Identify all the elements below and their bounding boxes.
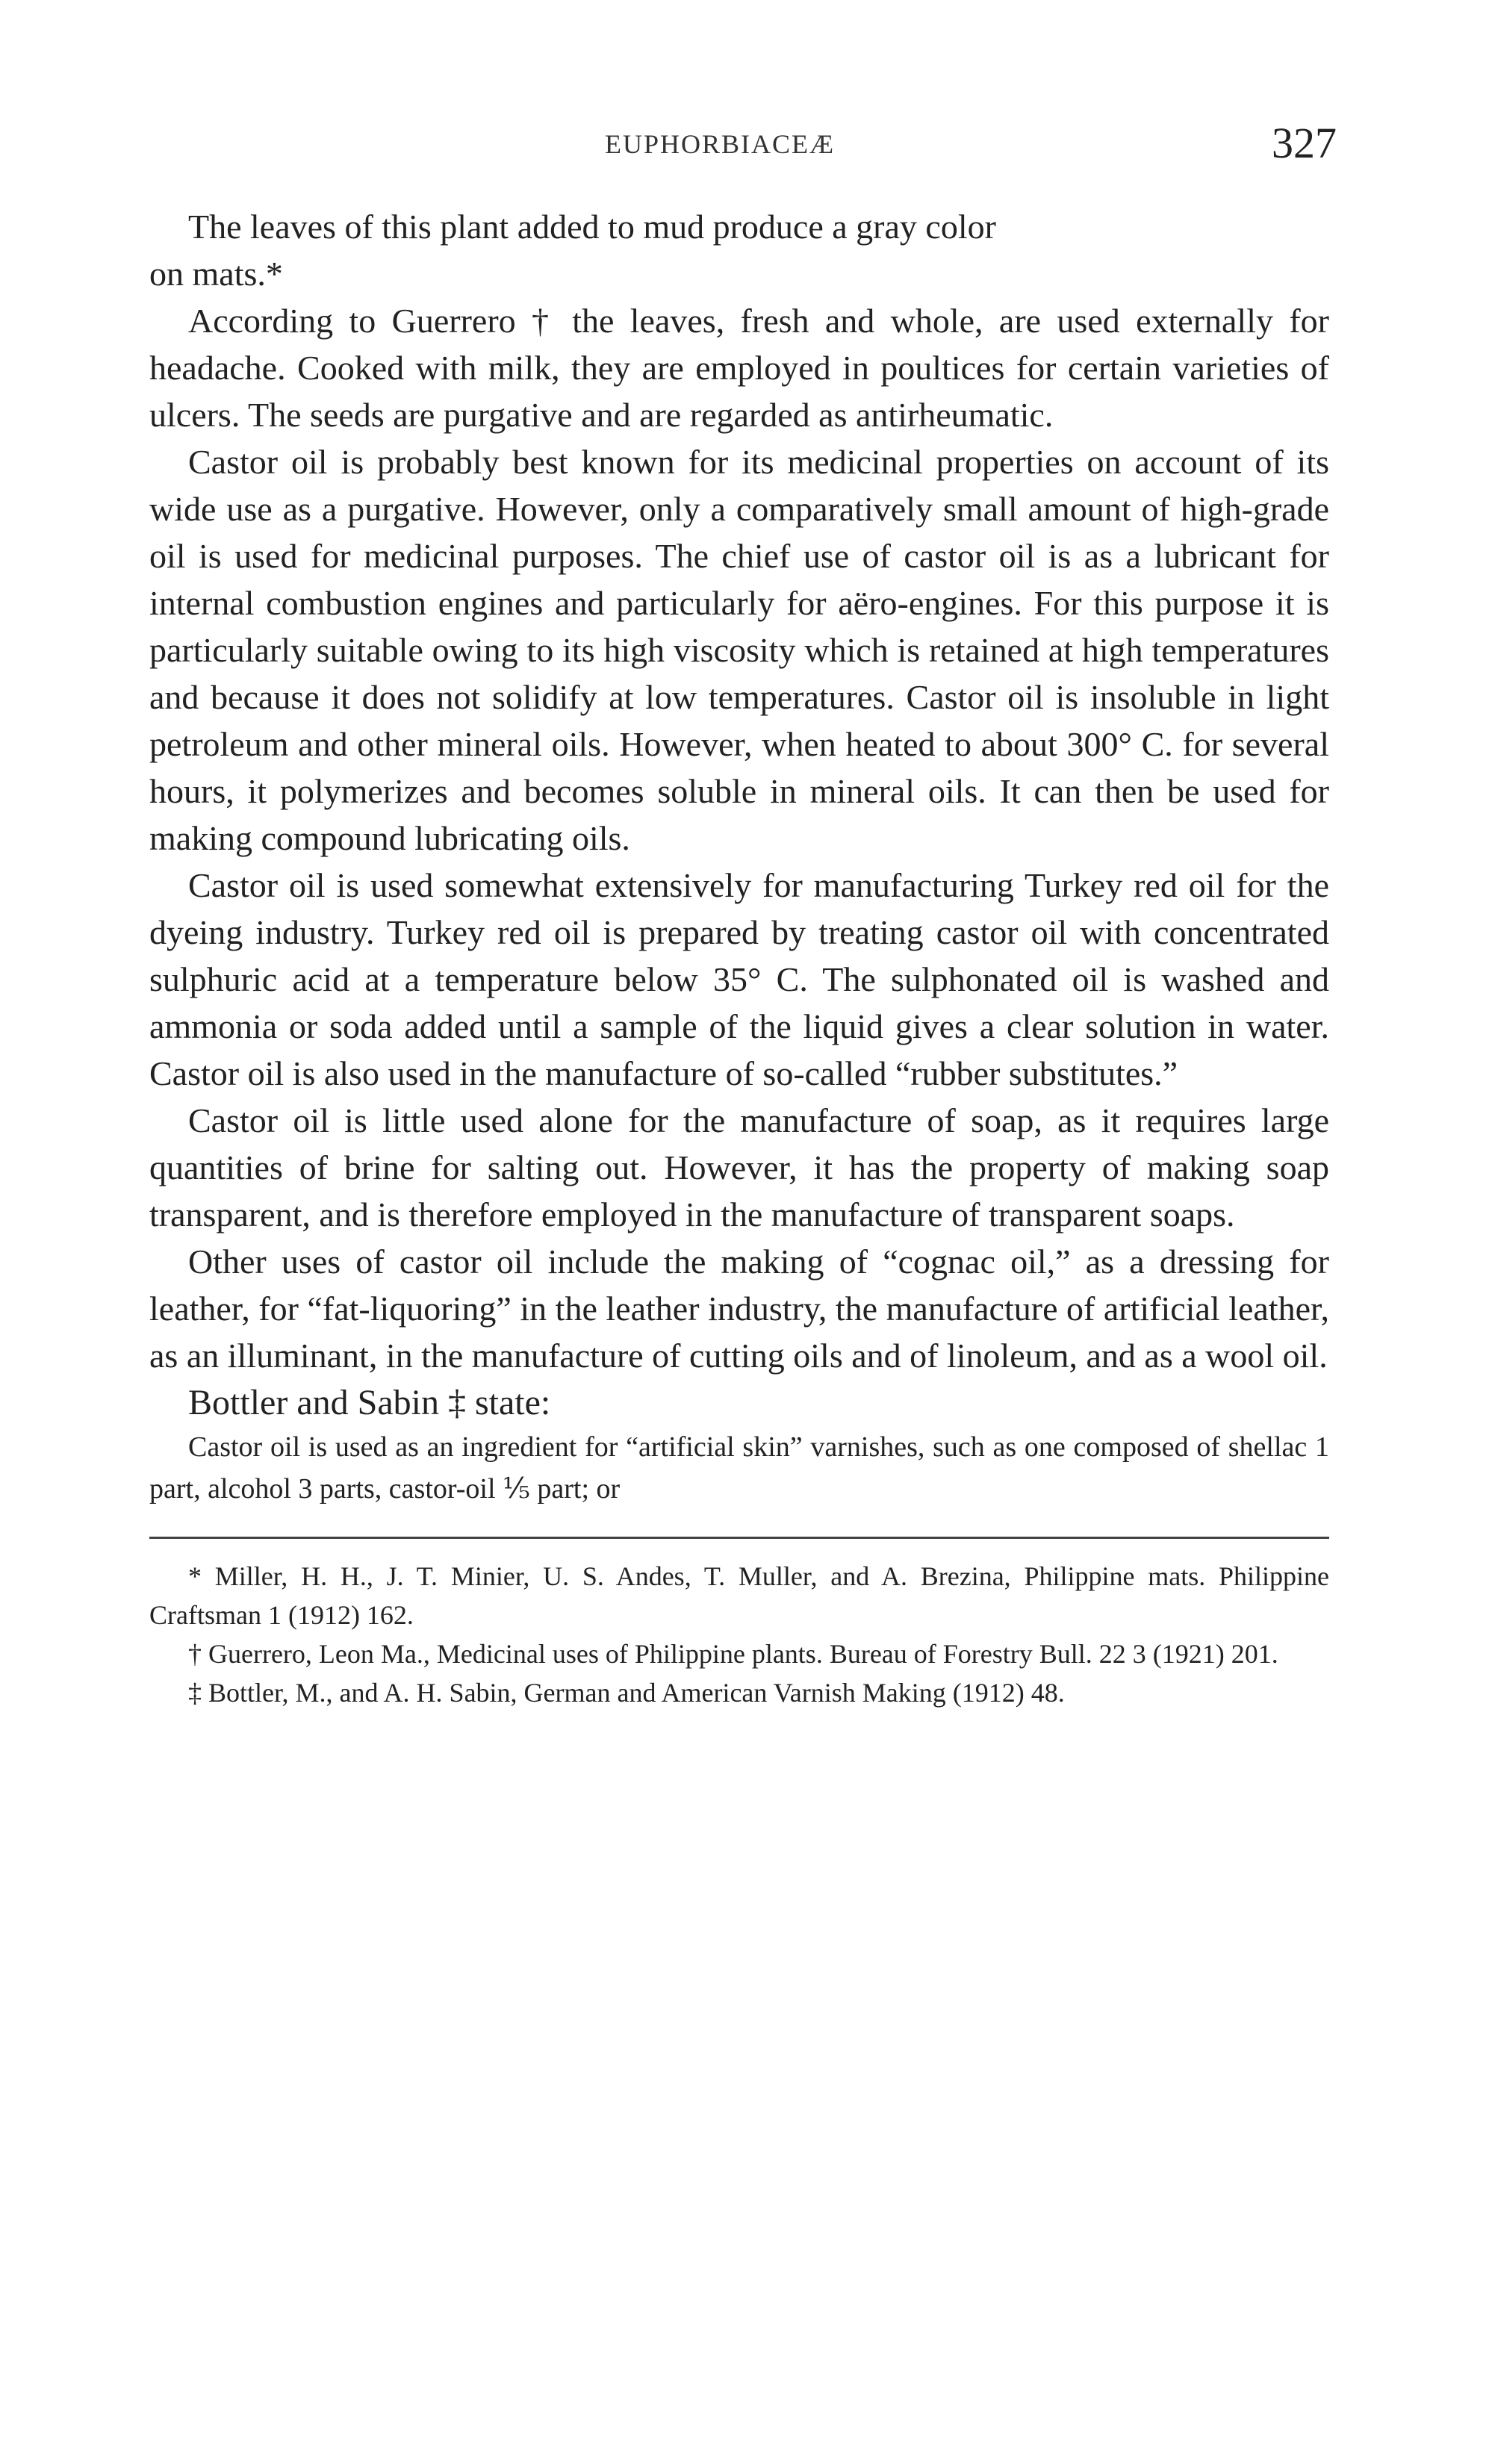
- quote-lead-in: Bottler and Sabin ‡ state:: [188, 1383, 551, 1422]
- running-title: EUPHORBIACEÆ: [605, 129, 836, 159]
- page-number: 327: [1272, 119, 1337, 167]
- paragraph-other-uses: Other uses of castor oil include the making of “cognac oil,” as a dressing for leather, for “fat-liquoring” in the leather industry, the manufacture of artificial leather, as an illuminant, in the manufacture of cutting oils and of linoleum, and as a wool oil.: [149, 1242, 1329, 1375]
- footnote-miller: * Miller, H. H., J. T. Minier, U. S. Andes, T. Muller, and A. Brezina, Philippine mats. Philippine Craftsman 1 (1912) 162.: [149, 1561, 1329, 1630]
- block-quote: Castor oil is used as an ingredient for “artificial skin” varnishes, such as one composed of shellac 1 part, alcohol 3 parts, castor-oil ⅕ part; or: [149, 1431, 1329, 1505]
- footnote-bottler: ‡ Bottler, M., and A. H. Sabin, German and American Varnish Making (1912) 48.: [188, 1678, 1065, 1708]
- paragraph-first-line: The leaves of this plant added to mud produce a gray color: [188, 208, 996, 246]
- paragraph-guerrero: According to Guerrero † the leaves, fresh and whole, are used externally for headache. Cooked with milk, they are employed in poultices for certain varieties of ulcers. The seeds are purgative and are regarded as antirheumatic.: [149, 302, 1329, 434]
- paragraph-medicinal: Castor oil is probably best known for its medicinal properties on account of its wide use as a purgative. However, only a comparatively small amount of high-grade oil is used for medicinal purposes. The chief use of castor oil is as a lubricant for internal combustion engines and particularly for aëro-engines. For this purpose it is particularly suitable owing to its high viscosity which is retained at high temperatures and because it does not solidify at low temperatures. Castor oil is insoluble in light petroleum and other mineral oils. However, when heated to about 300° C. for several hours, it polymerizes and becomes soluble in mineral oils. It can then be used for making compound lubricating oils.: [149, 443, 1329, 857]
- footnote-divider: [149, 1537, 1329, 1539]
- paragraph-soap: Castor oil is little used alone for the manufacture of soap, as it requires large quantities of brine for salting out. However, it has the property of making soap transparent, and is therefore employed in the manufacture of transparent soaps.: [149, 1101, 1329, 1233]
- paragraph-mats: on mats.*: [149, 255, 283, 293]
- page-header: [157, 118, 1337, 178]
- main-text: [149, 203, 1329, 1712]
- footnote-guerrero: † Guerrero, Leon Ma., Medicinal uses of Philippine plants. Bureau of Forestry Bull. 22 3 (1921) 201.: [188, 1639, 1278, 1669]
- footnotes: [149, 1557, 1329, 1712]
- paragraph-turkey-red: Castor oil is used somewhat extensively for manufacturing Turkey red oil for the dyeing industry. Turkey red oil is prepared by treating castor oil with concentrated sulphuric acid at a temperature below 35° C. The sulphonated oil is washed and ammonia or soda added until a sample of the liquid gives a clear solution in water. Castor oil is also used in the manufacture of so-called “rubber substitutes.”: [149, 866, 1329, 1092]
